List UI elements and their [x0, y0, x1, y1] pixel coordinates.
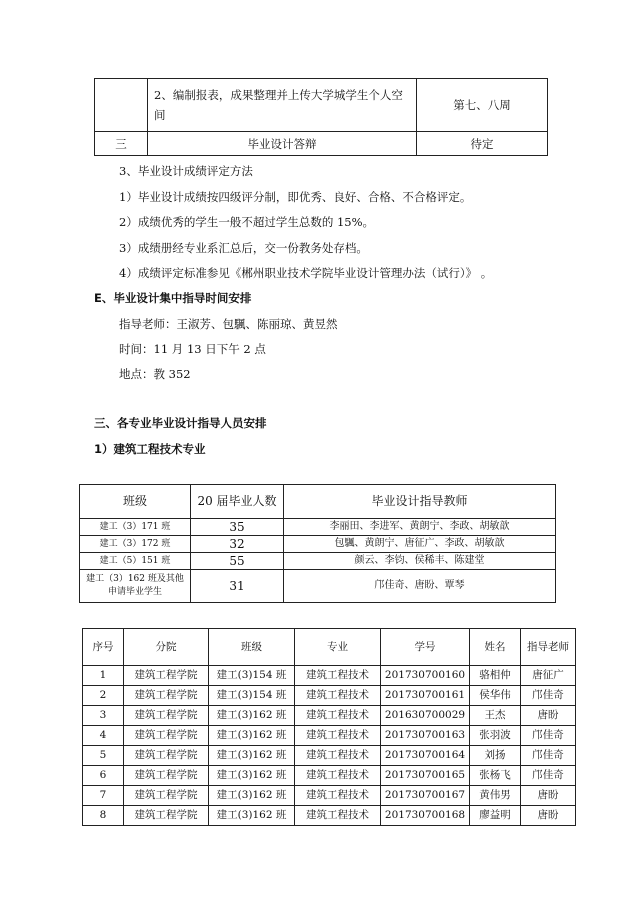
- student-advisor: 唐盼: [521, 706, 576, 726]
- student-id: 201730700164: [381, 746, 470, 766]
- student-class: 建工(3)162 班: [209, 706, 295, 726]
- student-college: 建筑工程学院: [124, 666, 209, 686]
- summary-teachers: 邝佳奇、唐盼、覃琴: [284, 570, 556, 603]
- student-index: 3: [83, 706, 124, 726]
- student-id: 201730700163: [381, 726, 470, 746]
- student-id: 201730700167: [381, 786, 470, 806]
- student-id: 201730700165: [381, 766, 470, 786]
- schedule-index-cell: 三: [95, 132, 148, 156]
- student-class: 建工(3)162 班: [209, 726, 295, 746]
- student-header-name: 姓名: [470, 629, 521, 666]
- student-college: 建筑工程学院: [124, 686, 209, 706]
- student-advisor: 唐征广: [521, 666, 576, 686]
- student-major: 建筑工程技术: [295, 726, 381, 746]
- student-name: 张杨飞: [470, 766, 521, 786]
- grading-item: 2）成绩优秀的学生一般不超过学生总数的 15%。: [119, 215, 375, 229]
- grading-heading: 3、毕业设计成绩评定方法: [119, 164, 253, 178]
- student-college: 建筑工程学院: [124, 726, 209, 746]
- section-e-place: 地点：教 352: [119, 367, 191, 381]
- student-name: 刘扬: [470, 746, 521, 766]
- student-major: 建筑工程技术: [295, 686, 381, 706]
- section-e-time: 时间：11 月 13 日下午 2 点: [119, 342, 266, 356]
- student-row: [83, 666, 576, 686]
- summary-count: 35: [191, 519, 284, 536]
- student-id: 201730700161: [381, 686, 470, 706]
- student-header-advisor: 指导老师: [521, 629, 576, 666]
- student-table: [82, 628, 576, 826]
- summary-teachers: 颜云、李钧、侯稀丰、陈建堂: [284, 553, 556, 570]
- student-index: 1: [83, 666, 124, 686]
- student-row: [83, 746, 576, 766]
- summary-class: 建工（3）172 班: [80, 536, 191, 553]
- summary-table: [79, 484, 556, 603]
- summary-header-class: 班级: [80, 485, 191, 519]
- student-header-row: [83, 629, 576, 666]
- schedule-index-cell: [95, 79, 148, 132]
- student-major: 建筑工程技术: [295, 706, 381, 726]
- student-header-index: 序号: [83, 629, 124, 666]
- student-row: [83, 686, 576, 706]
- summary-header-row: [80, 485, 556, 519]
- student-major: 建筑工程技术: [295, 806, 381, 826]
- student-index: 5: [83, 746, 124, 766]
- schedule-time-cell: 待定: [417, 132, 548, 156]
- student-row: [83, 806, 576, 826]
- student-header-class: 班级: [209, 629, 295, 666]
- student-name: 王杰: [470, 706, 521, 726]
- summary-teachers: 包颿、黄朗宁、唐征广、李政、胡敏歆: [284, 536, 556, 553]
- student-advisor: 邝佳奇: [521, 686, 576, 706]
- student-row: [83, 726, 576, 746]
- schedule-task-cell: 2、编制报表，成果整理并上传大学城学生个人空间: [148, 79, 417, 132]
- section-three-title: 三、各专业毕业设计指导人员安排: [94, 416, 267, 430]
- student-index: 7: [83, 786, 124, 806]
- summary-row: [80, 553, 556, 570]
- student-index: 2: [83, 686, 124, 706]
- section-e-title: E、毕业设计集中指导时间安排: [94, 291, 252, 305]
- student-index: 8: [83, 806, 124, 826]
- section-three-subtitle: 1）建筑工程技术专业: [94, 442, 206, 456]
- student-row: [83, 786, 576, 806]
- student-major: 建筑工程技术: [295, 786, 381, 806]
- summary-count: 31: [191, 570, 284, 603]
- student-major: 建筑工程技术: [295, 766, 381, 786]
- summary-row: [80, 536, 556, 553]
- summary-teachers: 李丽田、李进军、黄朗宁、李政、胡敏歆: [284, 519, 556, 536]
- summary-count: 32: [191, 536, 284, 553]
- student-major: 建筑工程技术: [295, 666, 381, 686]
- student-header-id: 学号: [381, 629, 470, 666]
- student-class: 建工(3)162 班: [209, 746, 295, 766]
- student-major: 建筑工程技术: [295, 746, 381, 766]
- section-e-teachers: 指导老师：王淑芳、包颿、陈丽琼、黄昱然: [119, 317, 338, 331]
- student-row: [83, 766, 576, 786]
- grading-item: 4）成绩评定标准参见《郴州职业技术学院毕业设计管理办法（试行）》 。: [119, 266, 493, 280]
- student-class: 建工(3)162 班: [209, 766, 295, 786]
- summary-header-count: 20 届毕业人数: [191, 485, 284, 519]
- grading-item: 1）毕业设计成绩按四级评分制，即优秀、良好、合格、不合格评定。: [119, 190, 472, 204]
- student-index: 6: [83, 766, 124, 786]
- student-class: 建工(3)162 班: [209, 786, 295, 806]
- student-college: 建筑工程学院: [124, 706, 209, 726]
- student-name: 侯华伟: [470, 686, 521, 706]
- student-name: 黄伟男: [470, 786, 521, 806]
- student-college: 建筑工程学院: [124, 786, 209, 806]
- student-college: 建筑工程学院: [124, 746, 209, 766]
- grading-item: 3）成绩册经专业系汇总后，交一份教务处存档。: [119, 241, 368, 255]
- schedule-task-cell: 毕业设计答辩: [148, 132, 417, 156]
- student-class: 建工(3)154 班: [209, 666, 295, 686]
- student-index: 4: [83, 726, 124, 746]
- student-name: 廖益明: [470, 806, 521, 826]
- student-college: 建筑工程学院: [124, 806, 209, 826]
- summary-class: 建工（3）162 班及其他申请毕业学生: [80, 570, 191, 603]
- student-id: 201730700160: [381, 666, 470, 686]
- summary-class: 建工（5）151 班: [80, 553, 191, 570]
- student-advisor: 邝佳奇: [521, 726, 576, 746]
- student-class: 建工(3)154 班: [209, 686, 295, 706]
- schedule-table: [94, 78, 548, 156]
- student-advisor: 邝佳奇: [521, 766, 576, 786]
- student-name: 张羽波: [470, 726, 521, 746]
- student-header-college: 分院: [124, 629, 209, 666]
- student-advisor: 唐盼: [521, 806, 576, 826]
- student-advisor: 唐盼: [521, 786, 576, 806]
- student-header-major: 专业: [295, 629, 381, 666]
- schedule-time-cell: 第七、八周: [417, 79, 548, 132]
- student-row: [83, 706, 576, 726]
- student-class: 建工(3)162 班: [209, 806, 295, 826]
- student-college: 建筑工程学院: [124, 766, 209, 786]
- summary-row: [80, 570, 556, 603]
- summary-header-teachers: 毕业设计指导教师: [284, 485, 556, 519]
- summary-row: [80, 519, 556, 536]
- student-name: 骆相仲: [470, 666, 521, 686]
- student-id: 201630700029: [381, 706, 470, 726]
- student-id: 201730700168: [381, 806, 470, 826]
- student-advisor: 邝佳奇: [521, 746, 576, 766]
- summary-class: 建工（3）171 班: [80, 519, 191, 536]
- summary-count: 55: [191, 553, 284, 570]
